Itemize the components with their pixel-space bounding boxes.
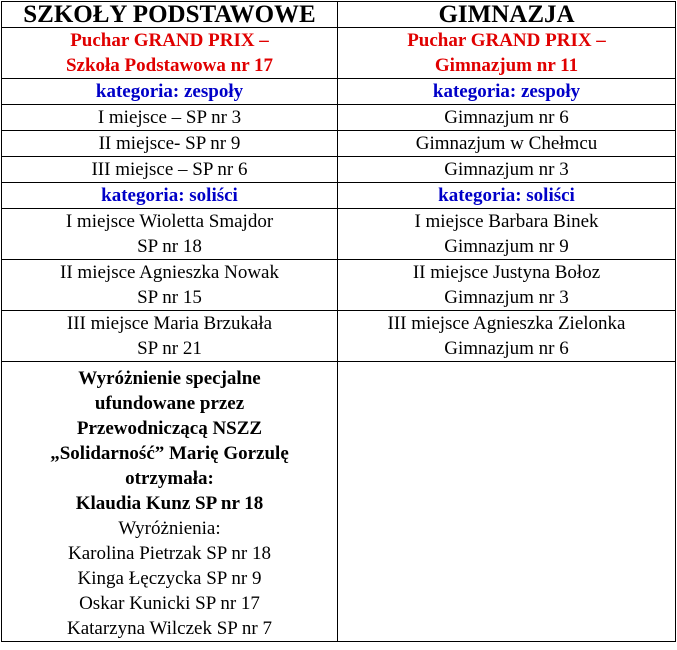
soloist-school: SP nr 18 — [137, 236, 202, 257]
distinction-item: Oskar Kunicki SP nr 17 — [79, 593, 260, 614]
soloists-place-1-gymnasium — [338, 209, 676, 260]
teams-place-2-primary: II miejsce- SP nr 9 — [2, 131, 338, 157]
special-award-winner: Klaudia Kunz SP nr 18 — [75, 493, 264, 514]
soloist-school: Gimnazjum nr 9 — [444, 236, 569, 257]
soloists-place-2-gymnasium — [338, 260, 676, 311]
soloist-name: III miejsce Agnieszka Zielonka — [387, 313, 626, 334]
teams-place-2-gymnasium: Gimnazjum w Chełmcu — [338, 131, 676, 157]
category-soloists-gymnasium: kategoria: soliści — [338, 183, 676, 209]
soloist-school: Gimnazjum nr 3 — [444, 287, 569, 308]
category-soloists-primary: kategoria: soliści — [2, 183, 338, 209]
distinctions-heading: Wyróżnienia: — [118, 518, 221, 539]
grand-prix-gymnasium-line2: Gimnazjum nr 11 — [434, 55, 579, 76]
soloist-name: III miejsce Maria Brzukała — [66, 313, 273, 334]
teams-place-1-gymnasium: Gimnazjum nr 6 — [338, 105, 676, 131]
distinction-item: Karolina Pietrzak SP nr 18 — [68, 543, 271, 564]
results-table — [1, 1, 676, 642]
special-award-line: Przewodniczącą NSZZ — [76, 418, 263, 439]
teams-place-1-primary: I miejsce – SP nr 3 — [2, 105, 338, 131]
special-award-line: Wyróżnienie specjalne — [78, 368, 261, 389]
soloist-school: SP nr 21 — [137, 338, 202, 359]
soloist-name: II miejsce Agnieszka Nowak — [60, 262, 279, 283]
special-award-row — [2, 362, 676, 642]
soloists-place-2-row — [2, 260, 676, 311]
special-award-primary — [2, 362, 338, 642]
special-award-line: otrzymała: — [125, 468, 214, 489]
teams-place-1-row — [2, 105, 676, 131]
category-teams-gymnasium: kategoria: zespoły — [338, 79, 676, 105]
grand-prix-primary-line2: Szkoła Podstawowa nr 17 — [65, 55, 274, 76]
header-primary-schools: SZKOŁY PODSTAWOWE — [2, 2, 338, 28]
grand-prix-gymnasium — [338, 28, 676, 79]
soloists-place-1-primary — [2, 209, 338, 260]
special-award-line: „Solidarność” Marię Gorzulę — [50, 443, 289, 464]
grand-prix-primary — [2, 28, 338, 79]
grand-prix-gymnasium-line1: Puchar GRAND PRIX – — [407, 30, 606, 51]
teams-place-3-primary: III miejsce – SP nr 6 — [2, 157, 338, 183]
soloist-school: Gimnazjum nr 6 — [444, 338, 569, 359]
soloists-place-3-gymnasium — [338, 311, 676, 362]
soloists-place-2-primary — [2, 260, 338, 311]
teams-place-3-row — [2, 157, 676, 183]
soloists-place-3-primary — [2, 311, 338, 362]
soloists-place-1-row — [2, 209, 676, 260]
teams-place-2-row — [2, 131, 676, 157]
header-row — [2, 2, 676, 28]
grand-prix-primary-line1: Puchar GRAND PRIX – — [70, 30, 269, 51]
soloist-name: I miejsce Wioletta Smajdor — [65, 211, 274, 232]
distinction-item: Katarzyna Wilczek SP nr 7 — [66, 618, 272, 639]
distinction-item: Kinga Łęczycka SP nr 9 — [77, 568, 262, 589]
category-teams-row — [2, 79, 676, 105]
soloist-name: I miejsce Barbara Binek — [414, 211, 599, 232]
soloist-school: SP nr 15 — [137, 287, 202, 308]
teams-place-3-gymnasium: Gimnazjum nr 3 — [338, 157, 676, 183]
special-award-gymnasium-empty — [338, 362, 676, 642]
category-teams-primary: kategoria: zespoły — [2, 79, 338, 105]
soloist-name: II miejsce Justyna Bołoz — [412, 262, 601, 283]
special-award-line: ufundowane przez — [94, 393, 245, 414]
soloists-place-3-row — [2, 311, 676, 362]
category-soloists-row — [2, 183, 676, 209]
grand-prix-row — [2, 28, 676, 79]
header-gymnasiums: GIMNAZJA — [338, 2, 676, 28]
